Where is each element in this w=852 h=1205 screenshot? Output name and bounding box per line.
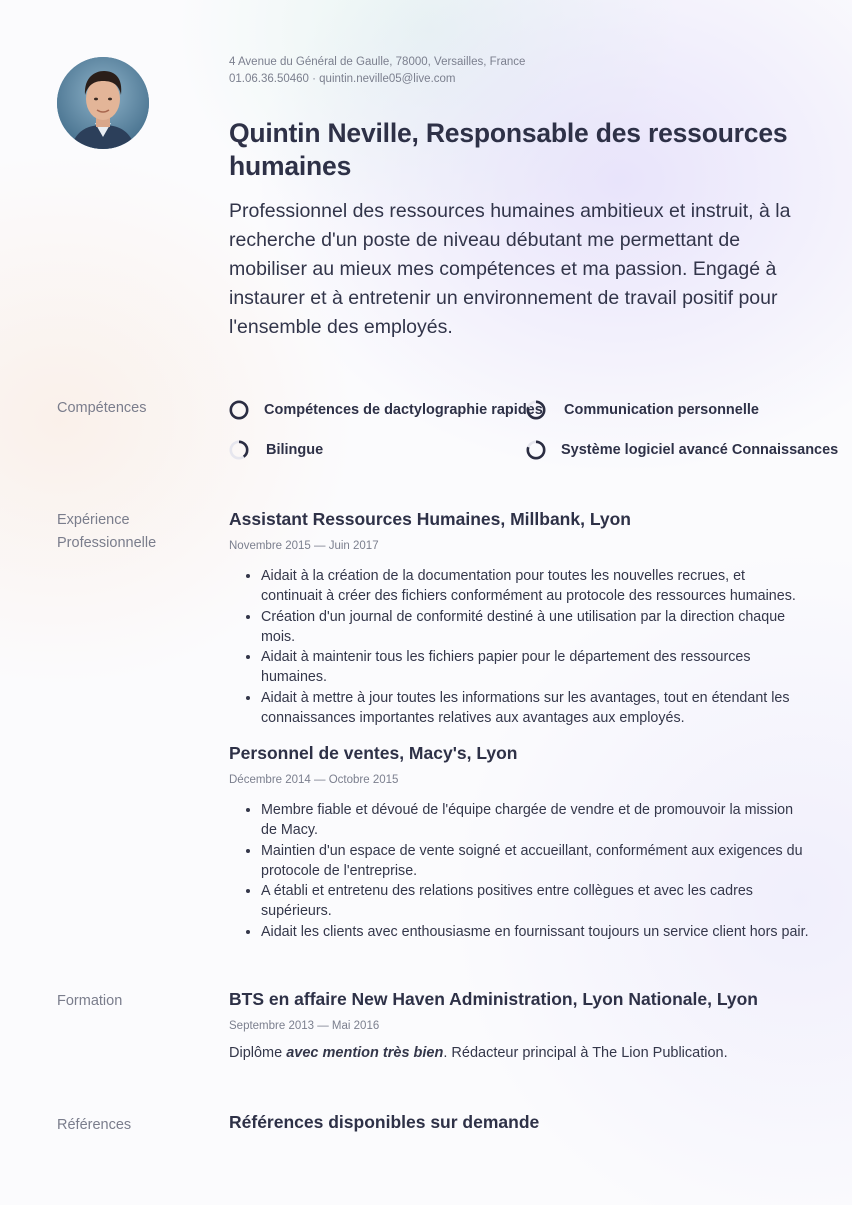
education-description bbox=[229, 1045, 728, 1061]
education-dates: Septembre 2013 — Mai 2016 bbox=[229, 1020, 380, 1032]
skill-item bbox=[229, 440, 323, 460]
references-text: Références disponibles sur demande bbox=[229, 1112, 540, 1132]
job-dates: Novembre 2015 — Juin 2017 bbox=[229, 540, 379, 552]
skill-name: Compétences de dactylographie rapides bbox=[264, 402, 543, 418]
references-label: Références bbox=[57, 1117, 132, 1133]
portrait-image bbox=[57, 57, 149, 149]
profile-photo bbox=[57, 57, 149, 149]
job-title: Personnel de ventes, Macy's, Lyon bbox=[229, 743, 518, 763]
skill-level-ring-icon bbox=[229, 440, 249, 460]
list-item: • A établi et entretenu des relations positives entre collègues et avec les cadres supérieurs. bbox=[261, 881, 809, 922]
education-text-after: . Rédacteur principal à The Lion Publication. bbox=[443, 1045, 728, 1061]
job-title: Assistant Ressources Humaines, Millbank, Lyon bbox=[229, 509, 631, 529]
list-item: • Aidait les clients avec enthousiasme en fournissant toujours un service client hors pair. bbox=[261, 922, 809, 942]
skill-item bbox=[229, 400, 543, 420]
skills-label: Compétences bbox=[57, 400, 147, 416]
skill-level-ring-icon bbox=[229, 400, 249, 420]
skill-name: Bilingue bbox=[266, 442, 324, 458]
skill-level-ring-icon bbox=[526, 440, 546, 460]
education-emphasis: avec mention très bien bbox=[286, 1045, 444, 1061]
list-item: • Aidait à maintenir tous les fichiers papier pour le département des ressources humaines. bbox=[261, 647, 809, 688]
list-item: • Maintien d'un espace de vente soigné et accueillant, conformément aux exigences du protocole de l'entreprise. bbox=[261, 841, 809, 882]
phone-email: 01.06.36.50460 · quintin.neville05@live.com bbox=[229, 73, 456, 85]
address: 4 Avenue du Général de Gaulle, 78000, Versailles, France bbox=[229, 56, 526, 68]
skill-level-ring-icon bbox=[526, 400, 546, 420]
list-item: • Création d'un journal de conformité destiné à une utilisation par la direction chaque mois. bbox=[261, 607, 809, 648]
list-item: • Membre fiable et dévoué de l'équipe chargée de vendre et de promouvoir la mission de Macy. bbox=[261, 800, 809, 841]
education-title: BTS en affaire New Haven Administration, Lyon Nationale, Lyon bbox=[229, 989, 758, 1009]
job-bullet-list bbox=[229, 800, 809, 942]
page-title: Quintin Neville, Responsable des ressources humaines bbox=[229, 118, 788, 181]
education-label: Formation bbox=[57, 993, 123, 1009]
profile-summary: Professionnel des ressources humaines ambitieux et instruit, à la recherche d'un poste de niveau débutant me permettant de mobiliser au mieux mes compétences et ma passion. Engagé à instaurer et à entretenir un environnement de travail positif pour l'ensemble des employés. bbox=[229, 200, 791, 338]
education-text-before: Diplôme bbox=[229, 1045, 287, 1061]
skill-name: Système logiciel avancé Connaissances bbox=[561, 442, 839, 458]
experience-label: Expérience Professionnelle bbox=[57, 512, 157, 551]
job-bullet-list bbox=[229, 566, 809, 728]
job-dates: Décembre 2014 — Octobre 2015 bbox=[229, 774, 399, 786]
list-item: • Aidait à mettre à jour toutes les informations sur les avantages, tout en étendant les connaissances importantes relatives aux avantages aux employés. bbox=[261, 688, 809, 729]
skill-name: Communication personnelle bbox=[564, 402, 759, 418]
list-item: • Aidait à la création de la documentation pour toutes les nouvelles recrues, et continuait à créer des fichiers conformément au protocole des ressources humaines. bbox=[261, 566, 809, 607]
skill-item bbox=[526, 400, 759, 420]
skill-item bbox=[526, 440, 838, 460]
